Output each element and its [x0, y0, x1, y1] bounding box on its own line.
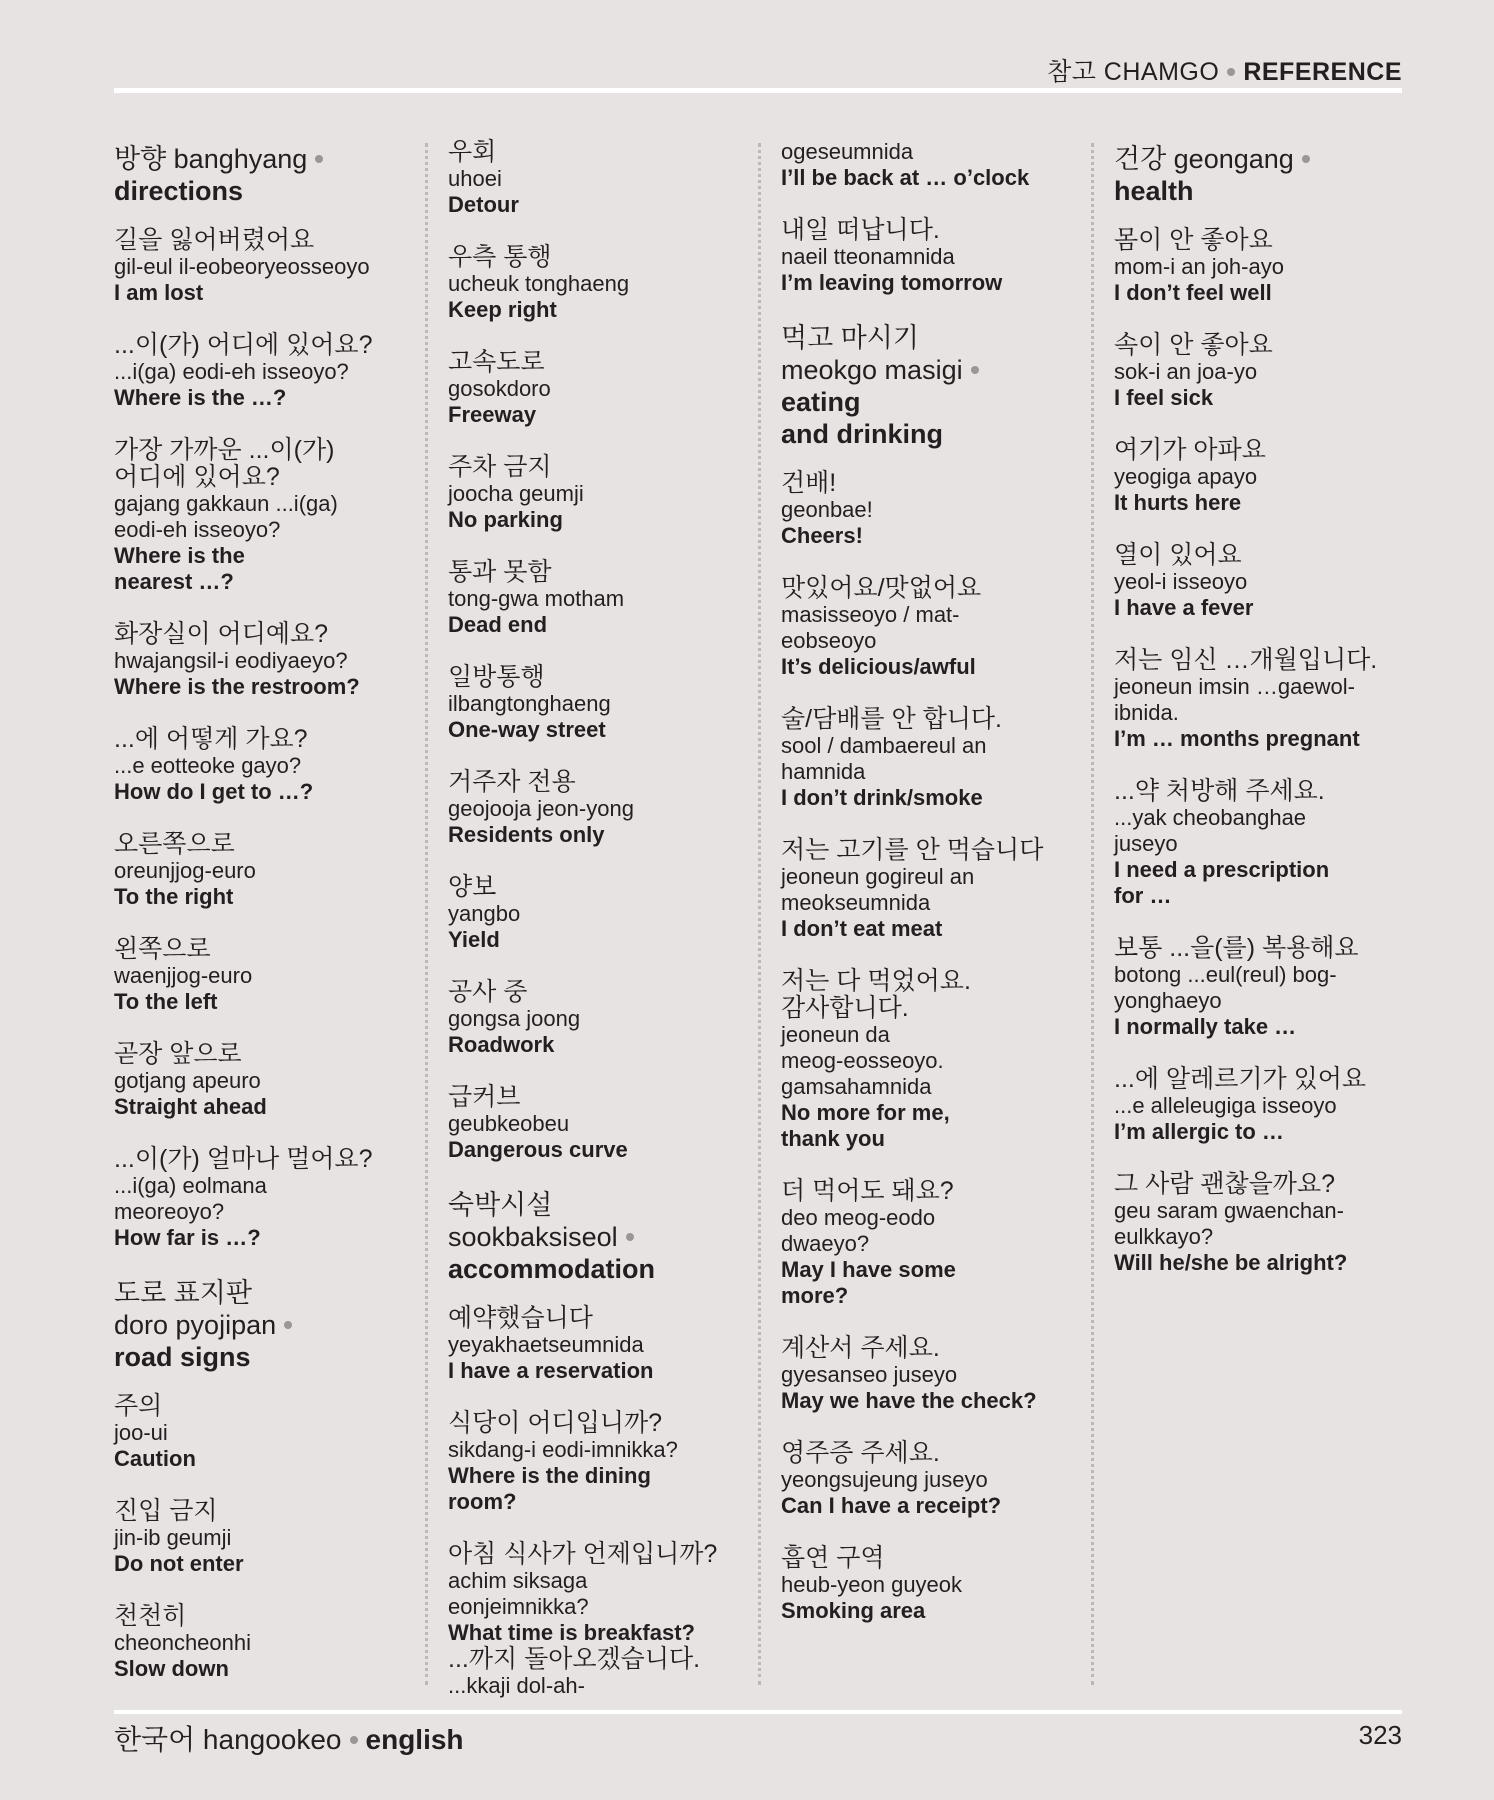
phrase-romanization: ...i(ga) eolmana	[114, 1173, 267, 1198]
phrase-romanization: geu saram gwaenchan-	[1114, 1198, 1344, 1223]
phrase-entry	[1114, 542, 1424, 621]
section-native: 참고 CHAMGO	[1047, 58, 1220, 86]
bullet-icon	[971, 366, 979, 374]
phrase-entry	[781, 706, 1091, 811]
phrase-english: Cheers!	[781, 523, 863, 548]
phrase-romanization: geojooja jeon-yong	[448, 796, 634, 821]
phrase-entry	[448, 979, 758, 1058]
phrase-entry	[448, 1084, 758, 1163]
phrase-korean: 고속도로	[448, 348, 545, 376]
heading-native-line: sookbaksiseol	[448, 1222, 618, 1252]
phrase-romanization: yonghaeyo	[1114, 988, 1222, 1013]
phrase-korean: 술/담배를 안 합니다.	[781, 705, 1002, 733]
phrase-entry	[114, 1041, 424, 1120]
phrase-entry	[114, 1146, 424, 1251]
phrase-romanization: ilbangtonghaeng	[448, 691, 611, 716]
phrase-korean: 저는 고기를 안 먹습니다	[781, 836, 1044, 864]
phrase-english: No parking	[448, 507, 563, 532]
phrase-english: I don’t feel well	[1114, 280, 1272, 305]
phrase-english: for …	[1114, 883, 1172, 908]
phrase-korean: 어디에 있어요?	[114, 463, 280, 491]
phrase-english: I don’t drink/smoke	[781, 785, 983, 810]
column-1	[114, 139, 424, 1708]
phrase-korean: 왼쪽으로	[114, 935, 211, 963]
bullet-icon	[626, 1233, 634, 1241]
phrase-english: One-way street	[448, 717, 606, 742]
phrase-english: Roadwork	[448, 1032, 555, 1057]
phrase-romanization: jeoneun imsin …gaewol-	[1114, 674, 1355, 699]
phrase-korean: 저는 임신 …개월입니다.	[1114, 646, 1378, 674]
phrase-korean: 그 사람 괜찮을까요?	[1114, 1170, 1335, 1198]
phrase-romanization: gongsa joong	[448, 1006, 581, 1031]
phrase-korean: 양보	[448, 873, 497, 901]
phrase-entry	[448, 1410, 758, 1515]
phrase-korean: 화장실이 어디예요?	[114, 620, 329, 648]
phrase-romanization: hwajangsil-i eodiyaeyo?	[114, 648, 348, 673]
phrase-romanization: gil-eul il-eobeoryeosseoyo	[114, 254, 370, 279]
phrase-romanization: mom-i an joh-ayo	[1114, 254, 1284, 279]
phrase-english: Will he/she be alright?	[1114, 1250, 1348, 1275]
phrase-english: To the left	[114, 989, 218, 1014]
phrase-entry	[781, 575, 1091, 680]
phrase-romanization: jin-ib geumji	[114, 1525, 232, 1550]
phrase-english: Where is the restroom?	[114, 674, 360, 699]
phrase-entry	[1114, 437, 1424, 516]
phrase-english: Smoking area	[781, 1598, 926, 1623]
phrase-korean: 보통 ...을(를) 복용해요	[1114, 934, 1359, 962]
heading-native-row	[114, 1309, 424, 1341]
phrase-romanization: waenjjog-euro	[114, 963, 253, 988]
phrase-korean: 천천히	[114, 1602, 187, 1630]
phrase-entry	[1114, 778, 1424, 909]
phrase-romanization: sool / dambaereul an	[781, 733, 987, 758]
phrase-romanization: achim siksaga	[448, 1568, 588, 1593]
section-english: REFERENCE	[1243, 58, 1402, 86]
phrase-entry	[448, 454, 758, 533]
phrase-romanization: yeyakhaetseumnida	[448, 1332, 644, 1357]
phrase-korean: 거주자 전용	[448, 768, 576, 796]
phrase-romanization: heub-yeon guyeok	[781, 1572, 963, 1597]
phrase-english: I’ll be back at … o’clock	[781, 165, 1030, 190]
phrase-korean: 일방통행	[448, 663, 545, 691]
section-heading	[114, 143, 424, 207]
phrase-english: Caution	[114, 1446, 196, 1471]
page-header	[1047, 52, 1402, 88]
phrase-english: Where is the dining	[448, 1463, 651, 1488]
phrase-entry	[114, 1498, 424, 1577]
phrase-romanization: ...e eotteoke gayo?	[114, 753, 302, 778]
phrase-english: What time is breakfast?	[448, 1620, 695, 1645]
heading-native-line: 먹고 마시기	[781, 323, 919, 353]
phrase-korean: 열이 있어요	[1114, 541, 1242, 569]
heading-native-line: doro pyojipan	[114, 1310, 277, 1340]
phrase-english: I’m leaving tomorrow	[781, 270, 1003, 295]
phrase-entry	[781, 968, 1091, 1152]
bullet-icon	[1227, 68, 1235, 76]
phrase-korean: 주차 금지	[448, 453, 552, 481]
phrase-entry	[1114, 332, 1424, 411]
phrase-english: nearest …?	[114, 569, 234, 594]
phrase-english: It’s delicious/awful	[781, 654, 976, 679]
phrase-romanization: yangbo	[448, 901, 521, 926]
heading-native-line: 숙박시설	[448, 1190, 553, 1220]
phrase-english: I normally take …	[1114, 1014, 1297, 1039]
heading-native-row	[781, 354, 1091, 386]
phrase-korean: 곧장 앞으로	[114, 1040, 242, 1068]
phrase-english: It hurts here	[1114, 490, 1242, 515]
phrase-romanization: geonbae!	[781, 497, 873, 522]
phrase-korean: 건배!	[781, 469, 837, 497]
phrase-korean: 속이 안 좋아요	[1114, 331, 1273, 359]
phrase-romanization: ...i(ga) eodi-eh isseoyo?	[114, 359, 349, 384]
phrase-romanization: eonjeimnikka?	[448, 1594, 589, 1619]
phrase-romanization: yeogiga apayo	[1114, 464, 1258, 489]
phrase-korean: ...이(가) 어디에 있어요?	[114, 331, 373, 359]
phrase-romanization: gosokdoro	[448, 376, 551, 401]
phrase-romanization: ...kkaji dol-ah-	[448, 1673, 585, 1698]
phrase-korean: 예약했습니다	[448, 1304, 593, 1332]
phrase-english: I am lost	[114, 280, 204, 305]
phrase-korean: ...이(가) 얼마나 멀어요?	[114, 1145, 373, 1173]
phrase-entry	[114, 831, 424, 910]
phrase-entry	[114, 936, 424, 1015]
phrase-entry	[1114, 227, 1424, 306]
column-divider	[425, 143, 428, 1685]
phrase-english: Yield	[448, 927, 500, 952]
bullet-icon	[284, 1321, 292, 1329]
phrase-romanization: ...yak cheobanghae	[1114, 805, 1307, 830]
phrase-english: I’m … months pregnant	[1114, 726, 1360, 751]
phrase-korean: 진입 금지	[114, 1497, 218, 1525]
bullet-icon	[350, 1736, 358, 1744]
phrase-english: Dangerous curve	[448, 1137, 628, 1162]
phrase-romanization: eulkkayo?	[1114, 1224, 1214, 1249]
header-rule	[114, 88, 1402, 93]
phrase-romanization: joo-ui	[114, 1420, 168, 1445]
phrase-korean: 오른쪽으로	[114, 830, 235, 858]
phrase-entry	[1114, 1066, 1424, 1145]
heading-english-line: directions	[114, 176, 244, 206]
phrase-english: I feel sick	[1114, 385, 1214, 410]
phrase-english: To the right	[114, 884, 234, 909]
phrase-romanization: uhoei	[448, 166, 502, 191]
heading-native-row	[448, 1221, 758, 1253]
phrase-korean: 주의	[114, 1392, 163, 1420]
column-2	[448, 139, 758, 1725]
phrase-romanization: gamsahamnida	[781, 1074, 932, 1099]
section-heading	[114, 1277, 424, 1373]
phrase-english: I don’t eat meat	[781, 916, 943, 941]
phrase-english: Slow down	[114, 1656, 229, 1681]
phrase-entry	[448, 1541, 758, 1646]
phrase-korean: 공사 중	[448, 978, 528, 1006]
phrase-romanization: naeil tteonamnida	[781, 244, 955, 269]
phrase-entry	[781, 1545, 1091, 1624]
bullet-icon	[315, 155, 323, 163]
phrase-korean: ...까지 돌아오겠습니다.	[448, 1645, 701, 1673]
section-heading	[781, 322, 1091, 450]
phrase-english: room?	[448, 1489, 517, 1514]
heading-english-line: health	[1114, 176, 1194, 206]
phrase-entry	[448, 769, 758, 848]
heading-native-line: 방향 banghyang	[114, 144, 308, 174]
phrase-entry	[781, 470, 1091, 549]
phrase-romanization: juseyo	[1114, 831, 1178, 856]
phrase-english: How far is …?	[114, 1225, 261, 1250]
phrase-english: more?	[781, 1283, 849, 1308]
phrase-entry	[448, 244, 758, 323]
phrase-romanization: tong-gwa motham	[448, 586, 625, 611]
heading-english-line: road signs	[114, 1342, 251, 1372]
page-number: 323	[1358, 1720, 1402, 1750]
phrase-romanization: eodi-eh isseoyo?	[114, 517, 281, 542]
page-footer	[114, 1718, 464, 1758]
phrase-korean: ...에 알레르기가 있어요	[1114, 1065, 1367, 1093]
phrase-entry	[781, 217, 1091, 296]
phrase-romanization: yeol-i isseoyo	[1114, 569, 1248, 594]
phrase-english: No more for me,	[781, 1100, 950, 1125]
heading-english-line: accommodation	[448, 1254, 656, 1284]
phrase-english: Detour	[448, 192, 519, 217]
phrase-romanization: jeoneun gogireul an	[781, 864, 975, 889]
language-english: english	[365, 1724, 464, 1755]
phrase-entry	[114, 437, 424, 595]
phrase-entry	[781, 837, 1091, 942]
phrase-romanization: meokseumnida	[781, 890, 931, 915]
phrase-korean: 맛있어요/맛없어요	[781, 574, 982, 602]
phrase-english: Freeway	[448, 402, 537, 427]
phrase-english: Do not enter	[114, 1551, 244, 1576]
phrase-romanization: deo meog-eodo	[781, 1205, 936, 1230]
phrase-korean: 영주증 주세요.	[781, 1439, 940, 1467]
phrase-romanization: oreunjjog-euro	[114, 858, 256, 883]
heading-native-line: 건강 geongang	[1114, 144, 1294, 174]
phrase-english: Dead end	[448, 612, 548, 637]
phrase-entry	[448, 874, 758, 953]
phrase-korean: 우측 통행	[448, 243, 552, 271]
heading-native-line: 도로 표지판	[114, 1278, 252, 1308]
phrase-entry	[1114, 935, 1424, 1040]
phrase-romanization: ...e alleleugiga isseoyo	[1114, 1093, 1337, 1118]
phrase-romanization: gyesanseo juseyo	[781, 1362, 958, 1387]
phrase-english: Can I have a receipt?	[781, 1493, 1002, 1518]
phrase-korean: 더 먹어도 돼요?	[781, 1177, 954, 1205]
phrase-korean: 저는 다 먹었어요.	[781, 967, 971, 995]
phrase-entry	[781, 1335, 1091, 1414]
phrase-romanization: masisseoyo / mat-	[781, 602, 960, 627]
phrase-romanization: yeongsujeung juseyo	[781, 1467, 988, 1492]
phrase-korean: 급커브	[448, 1083, 521, 1111]
heading-native-row	[114, 143, 424, 175]
phrase-romanization: cheoncheonhi	[114, 1630, 252, 1655]
phrase-english: Where is the …?	[114, 385, 287, 410]
section-heading	[448, 1189, 758, 1285]
heading-native-row	[1114, 143, 1424, 175]
section-heading	[1114, 143, 1424, 207]
column-3	[781, 139, 1091, 1650]
phrase-english: Straight ahead	[114, 1094, 267, 1119]
column-divider	[758, 143, 761, 1685]
phrase-romanization: meoreoyo?	[114, 1199, 225, 1224]
phrase-korean: 아침 식사가 언제입니까?	[448, 1540, 718, 1568]
phrase-english: I’m allergic to …	[1114, 1119, 1284, 1144]
phrase-english: Keep right	[448, 297, 557, 322]
phrase-entry	[1114, 1171, 1424, 1276]
phrase-korean: 식당이 어디입니까?	[448, 1409, 663, 1437]
phrase-entry	[114, 227, 424, 306]
phrase-korean: 흡연 구역	[781, 1544, 885, 1572]
phrase-english: May I have some	[781, 1257, 956, 1282]
phrase-entry	[114, 621, 424, 700]
phrase-entry	[448, 1305, 758, 1384]
phrase-romanization: eobseoyo	[781, 628, 877, 653]
phrase-romanization: sikdang-i eodi-imnikka?	[448, 1437, 678, 1462]
phrase-korean: 감사합니다.	[781, 994, 909, 1022]
phrase-entry	[448, 559, 758, 638]
phrase-romanization: joocha geumji	[448, 481, 584, 506]
heading-english-line: eating	[781, 387, 861, 417]
phrase-romanization: ibnida.	[1114, 700, 1179, 725]
phrase-romanization: meog-eosseoyo.	[781, 1048, 944, 1073]
phrase-english: I have a reservation	[448, 1358, 654, 1383]
phrase-english: Residents only	[448, 822, 605, 847]
phrase-korean: 통과 못함	[448, 558, 552, 586]
phrase-entry	[781, 1440, 1091, 1519]
phrase-entry	[114, 1603, 424, 1682]
phrase-korean: 몸이 안 좋아요	[1114, 226, 1273, 254]
phrase-romanization: gotjang apeuro	[114, 1068, 261, 1093]
phrase-korean: 길을 잃어버렸어요	[114, 226, 315, 254]
phrase-romanization: botong ...eul(reul) bog-	[1114, 962, 1337, 987]
phrase-entry	[448, 1646, 758, 1699]
phrase-korean: 내일 떠납니다.	[781, 216, 940, 244]
phrase-entry	[1114, 647, 1424, 752]
phrase-romanization: gajang gakkaun ...i(ga)	[114, 491, 338, 516]
heading-native-line: meokgo masigi	[781, 355, 963, 385]
phrase-english: Where is the	[114, 543, 245, 568]
phrase-romanization: hamnida	[781, 759, 866, 784]
phrase-english: thank you	[781, 1126, 885, 1151]
phrase-korean: 계산서 주세요.	[781, 1334, 940, 1362]
phrase-korean: ...약 처방해 주세요.	[1114, 777, 1325, 805]
phrase-entry	[448, 139, 758, 218]
phrase-entry	[781, 139, 1091, 191]
phrase-english: How do I get to …?	[114, 779, 314, 804]
phrase-english: I need a prescription	[1114, 857, 1330, 882]
phrase-romanization: dwaeyo?	[781, 1231, 870, 1256]
language-native: 한국어 hangookeo	[114, 1724, 342, 1755]
heading-english-line: and drinking	[781, 419, 943, 449]
bullet-icon	[1302, 155, 1310, 163]
phrase-romanization: ogeseumnida	[781, 139, 914, 164]
column-divider	[1091, 143, 1094, 1685]
phrase-entry	[114, 332, 424, 411]
phrase-entry	[448, 349, 758, 428]
column-4	[1114, 139, 1424, 1302]
phrase-english: I have a fever	[1114, 595, 1254, 620]
phrase-romanization: sok-i an joa-yo	[1114, 359, 1258, 384]
footer-rule	[114, 1710, 1402, 1714]
phrase-korean: 우회	[448, 138, 497, 166]
phrase-romanization: geubkeobeu	[448, 1111, 570, 1136]
phrase-entry	[448, 664, 758, 743]
phrase-entry	[114, 726, 424, 805]
phrase-korean: 가장 가까운 ...이(가)	[114, 436, 335, 464]
phrase-entry	[114, 1393, 424, 1472]
phrase-entry	[781, 1178, 1091, 1309]
phrase-korean: 여기가 아파요	[1114, 436, 1266, 464]
phrase-english: May we have the check?	[781, 1388, 1037, 1413]
phrase-romanization: jeoneun da	[781, 1022, 890, 1047]
phrase-romanization: ucheuk tonghaeng	[448, 271, 630, 296]
phrase-korean: ...에 어떻게 가요?	[114, 725, 308, 753]
